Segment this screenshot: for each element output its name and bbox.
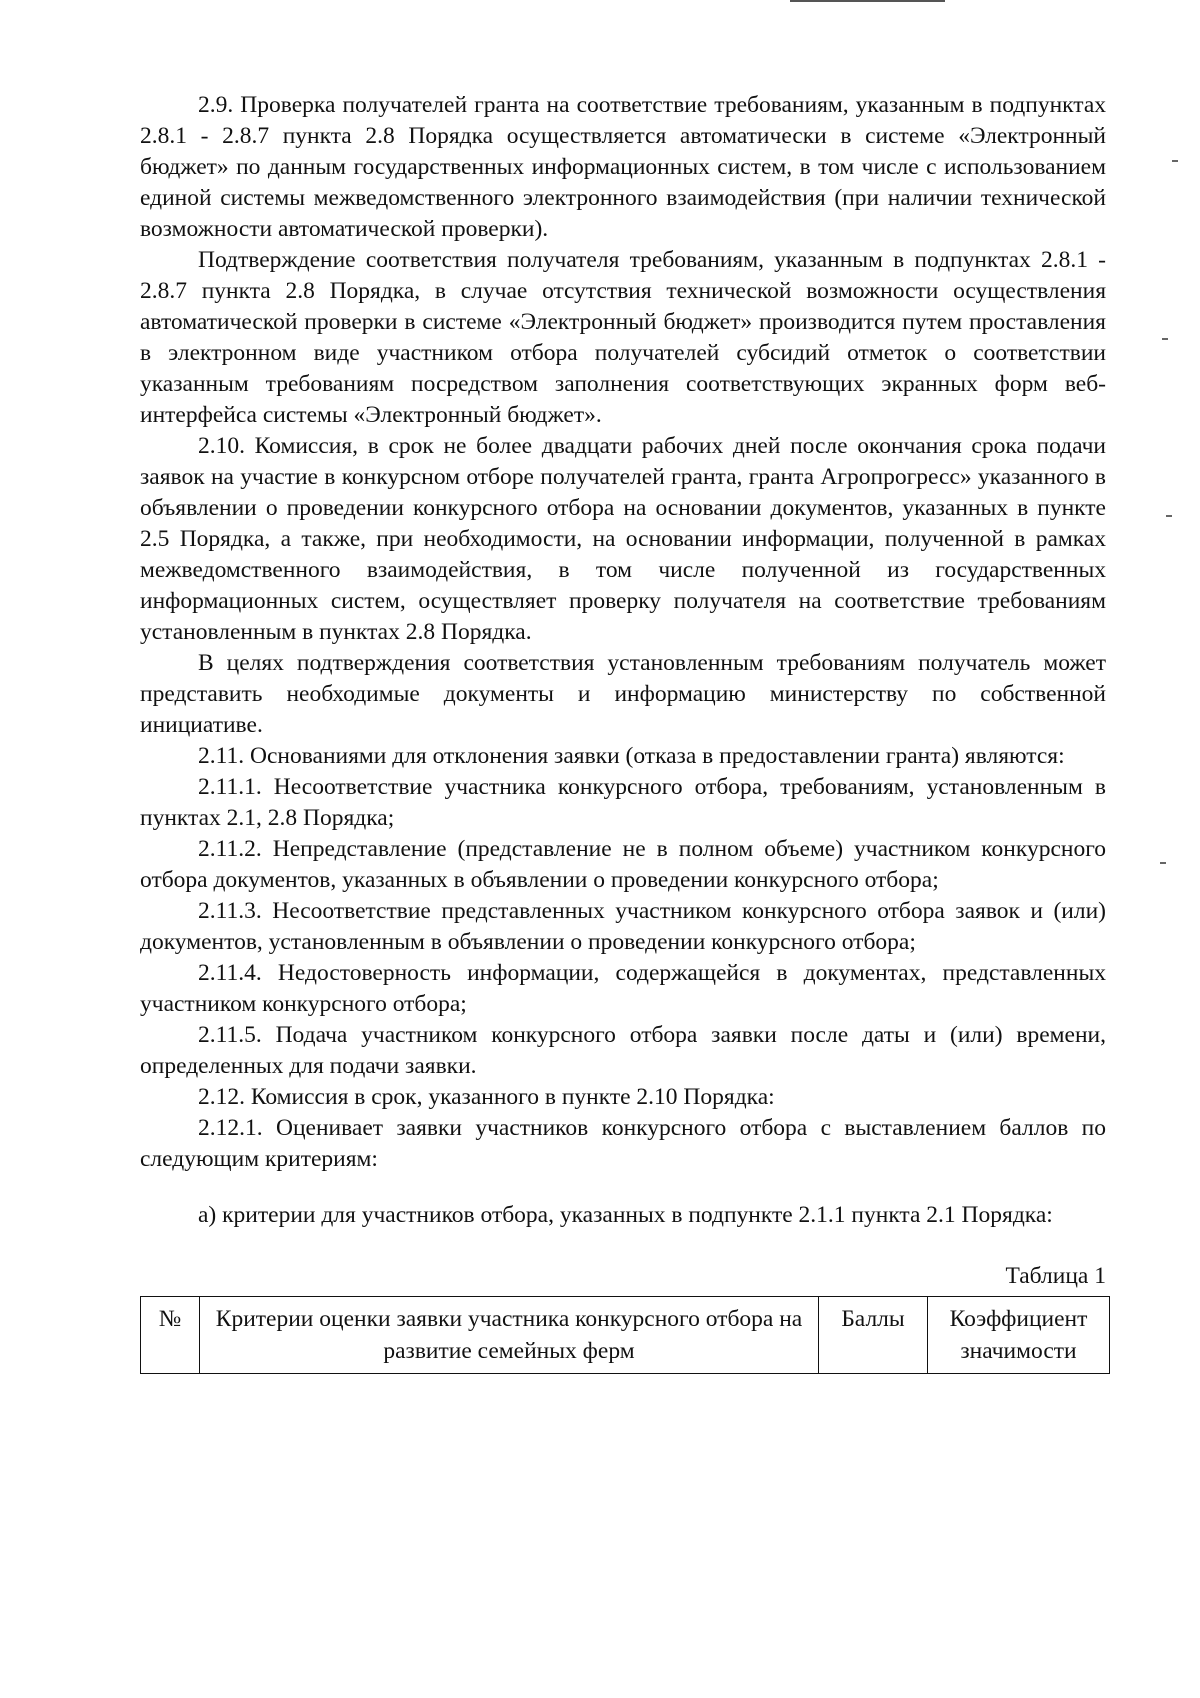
scan-edge-mark xyxy=(790,0,945,2)
scan-speck xyxy=(1166,515,1172,517)
paragraph-2-11-5: 2.11.5. Подача участником конкурсного отбора заявки после даты и (или) времени, определенных для подачи заявки. xyxy=(140,1022,1106,1079)
paragraph-2-11: 2.11. Основаниями для отклонения заявки (отказа в предоставлении гранта) являются: xyxy=(198,743,1065,769)
paragraph-2-11-2: 2.11.2. Непредставление (представление не в полном объеме) участником конкурсного отбора документов, указанных в объявлении о проведении конкурсного отбора; xyxy=(140,836,1106,893)
scan-speck xyxy=(1172,160,1178,162)
paragraph-2-12-1: 2.12.1. Оценивает заявки участников конкурсного отбора с выставлением баллов по следующим критериям: xyxy=(140,1115,1106,1172)
paragraph-2-11-3: 2.11.3. Несоответствие представленных участником конкурсного отбора заявок и (или) документов, установленным в объявлении о проведении конкурсного отбора; xyxy=(140,898,1106,955)
scan-speck xyxy=(1160,862,1166,864)
criteria-table xyxy=(140,1296,1110,1374)
paragraph-2-11-1: 2.11.1. Несоответствие участника конкурсного отбора, требованиям, установленным в пунктах 2.1, 2.8 Порядка; xyxy=(140,774,1106,831)
paragraph-criteria-a: а) критерии для участников отбора, указанных в подпункте 2.1.1 пункта 2.1 Порядка: xyxy=(198,1202,1053,1228)
scan-speck xyxy=(1162,338,1168,340)
table-caption: Таблица 1 xyxy=(1005,1263,1106,1289)
paragraph-2-11-4: 2.11.4. Недостоверность информации, содержащейся в документах, представленных участником конкурсного отбора; xyxy=(140,960,1106,1017)
header-number: № xyxy=(141,1297,200,1374)
header-significance: Коэффициент значимости xyxy=(928,1297,1110,1374)
header-points: Баллы xyxy=(819,1297,928,1374)
table-header-row xyxy=(141,1297,1110,1374)
paragraph-2-10: 2.10. Комиссия, в срок не более двадцати рабочих дней после окончания срока подачи заявок на участие в конкурсном отборе получателей гранта, гранта Агропрогресс» указанного в объявлении о проведении конкурсного отбора на основании документов, указанных в пункте 2.5 Порядка, а также, при необходимости, на основании информации, полученной в рамках межведомственного взаимодействия, в том числе полученной из государственных информационных систем, осуществляет проверку получателя на соответствие требованиям установленным в пунктах 2.8 Порядка. xyxy=(140,433,1106,645)
document-body xyxy=(140,90,1106,1374)
paragraph-2-12: 2.12. Комиссия в срок, указанного в пункте 2.10 Порядка: xyxy=(198,1084,775,1110)
paragraph-2-9: 2.9. Проверка получателей гранта на соответствие требованиям, указанным в подпунктах 2.8.1 - 2.8.7 пункта 2.8 Порядка осуществляется автоматически в системе «Электронный бюджет» по данным государственных информационных систем, в том числе с использованием единой системы межведомственного электронного взаимодействия (при наличии технической возможности автоматической проверки). xyxy=(140,92,1106,242)
paragraph-initiative: В целях подтверждения соответствия установленным требованиям получатель может представить необходимые документы и информацию министерству по собственной инициативе. xyxy=(140,650,1106,738)
header-criteria: Критерии оценки заявки участника конкурсного отбора на развитие семейных ферм xyxy=(200,1297,819,1374)
paragraph-confirmation: Подтверждение соответствия получателя требованиям, указанным в подпунктах 2.8.1 - 2.8.7 пункта 2.8 Порядка, в случае отсутствия технической возможности осуществления автоматической проверки в системе «Электронный бюджет» производится путем проставления в электронном виде участником отбора получателей субсидий отметок о соответствии указанным требованиям посредством заполнения соответствующих экранных форм веб-интерфейса системы «Электронный бюджет». xyxy=(140,247,1106,428)
